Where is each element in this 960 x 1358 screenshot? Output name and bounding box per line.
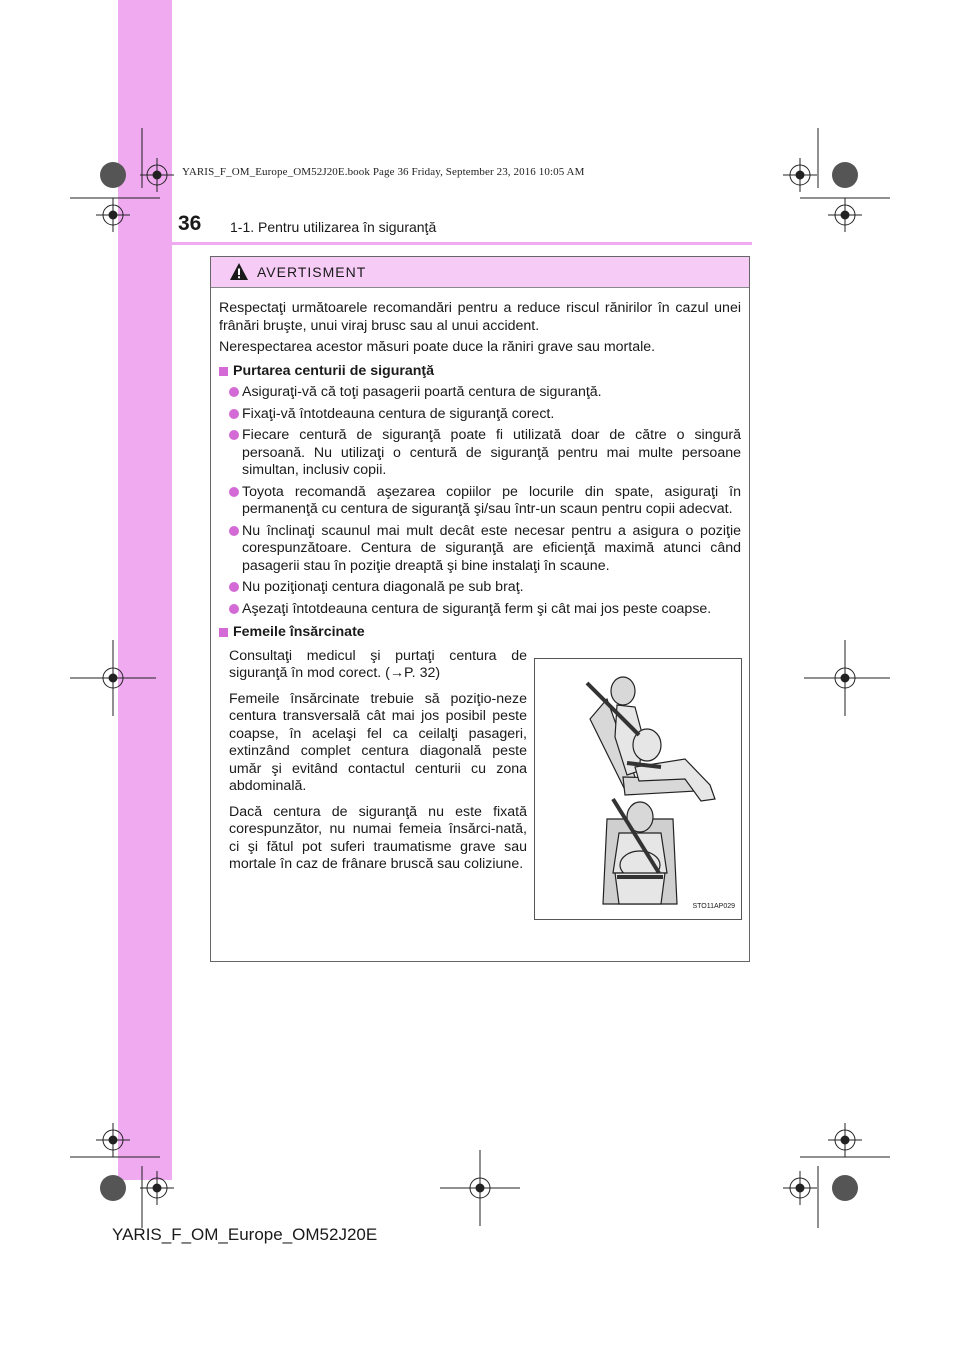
pregnant-paragraph-3: Dacă centura de siguranţă nu este fixată corespunzător, nu numai femeia însărci-nată, ci şi fătul pot suferi traumatisme grave sau mortale în caz de frânare bruscă sau coliziune.: [229, 803, 527, 872]
list-item: [219, 523, 741, 576]
list-item-text: Fiecare centură de siguranţă poate fi utilizată doar de către o singură persoană. Nu utilizaţi o centură de siguranţă pentru mai multe persoane simultan, inclusiv copii.: [242, 427, 741, 478]
header-rule: [118, 242, 752, 245]
warning-intro-2: Nerespectarea acestor măsuri poate duce la răniri grave sau mortale.: [219, 339, 656, 355]
pregnant-paragraph-2: Femeile însărcinate trebuie să poziţio-neze centura transversală cât mai jos posibil peste coapse, în acelaşi fel ca ceilalţi pasageri, extinzând complet centura diagonală peste umăr şi evitând contactul centurii cu zona abdominală.: [229, 690, 527, 794]
pregnant-section: [219, 647, 741, 910]
pregnant-text: [229, 648, 527, 874]
circle-bullet-icon: [229, 409, 239, 419]
pregnant-seatbelt-figure: [534, 658, 742, 920]
section-title: 1-1. Pentru utilizarea în siguranţă: [230, 219, 437, 235]
section-heading-pregnant: [219, 624, 741, 642]
circle-bullet-icon: [229, 387, 239, 397]
circle-bullet-icon: [229, 582, 239, 592]
book-info-line: YARIS_F_OM_Europe_OM52J20E.book Page 36 Friday, September 23, 2016 10:05 AM: [182, 166, 585, 178]
list-item-text: Asiguraţi-vă că toţi pasagerii poartă centura de siguranţă.: [242, 384, 602, 400]
figure-code: STO11AP029: [692, 903, 735, 910]
circle-bullet-icon: [229, 526, 239, 536]
list-item: [219, 384, 741, 402]
square-bullet-icon: [219, 628, 228, 637]
list-item: [219, 484, 741, 519]
warning-triangle-icon: [229, 262, 249, 282]
pregnant-paragraph-1: Consultaţi medicul şi purtaţi centura de siguranţă în mod corect. (→P. 32): [229, 647, 527, 681]
list-item-text: Fixaţi-vă întotdeauna centura de siguranţă corect.: [242, 405, 555, 422]
page-number: 36: [178, 212, 202, 235]
seatbelt-list: [219, 384, 741, 618]
section-heading-text: Femeile însărcinate: [233, 624, 365, 640]
list-item-text: Nu înclinaţi scaunul mai mult decât este necesar pentru a asigura o poziţie corespunzătoare. Centura de siguranţă are eficienţă maximă atunci când pasagerii stau în poziţie dreaptă şi bine instalaţi în scaune.: [242, 522, 741, 574]
footer-code: YARIS_F_OM_Europe_OM52J20E: [112, 1225, 378, 1244]
list-item-text: Toyota recomandă aşezarea copiilor pe locurile din spate, asiguraţi în permanenţă cu centura de siguranţă şi/sau într-un scaun pentru copii adecvat.: [242, 483, 741, 517]
list-item: [219, 427, 741, 480]
circle-bullet-icon: [229, 430, 239, 440]
warning-title: AVERTISMENT: [257, 264, 367, 280]
list-item: [219, 579, 741, 597]
circle-bullet-icon: [229, 487, 239, 497]
list-item-text: Aşezaţi întotdeauna centura de siguranţă ferm şi cât mai jos peste coapse.: [242, 600, 712, 617]
circle-bullet-icon: [229, 604, 239, 614]
square-bullet-icon: [219, 367, 228, 376]
list-item: [219, 406, 741, 424]
list-item: [219, 601, 741, 619]
list-item-text: Nu poziţionaţi centura diagonală pe sub braţ.: [242, 579, 524, 595]
warning-intro-1: Respectaţi următoarele recomandări pentru a reduce riscul rănirilor în cazul unei frânări bruşte, unui viraj brusc sau al unui accident.: [219, 300, 741, 334]
warning-header: [211, 257, 749, 288]
pregnant-seatbelt-illustration: [535, 659, 741, 909]
warning-body: [211, 288, 749, 910]
warning-box: [210, 256, 750, 962]
section-heading-seatbelt: [219, 363, 741, 381]
section-heading-text: Purtarea centurii de siguranţă: [233, 362, 435, 379]
